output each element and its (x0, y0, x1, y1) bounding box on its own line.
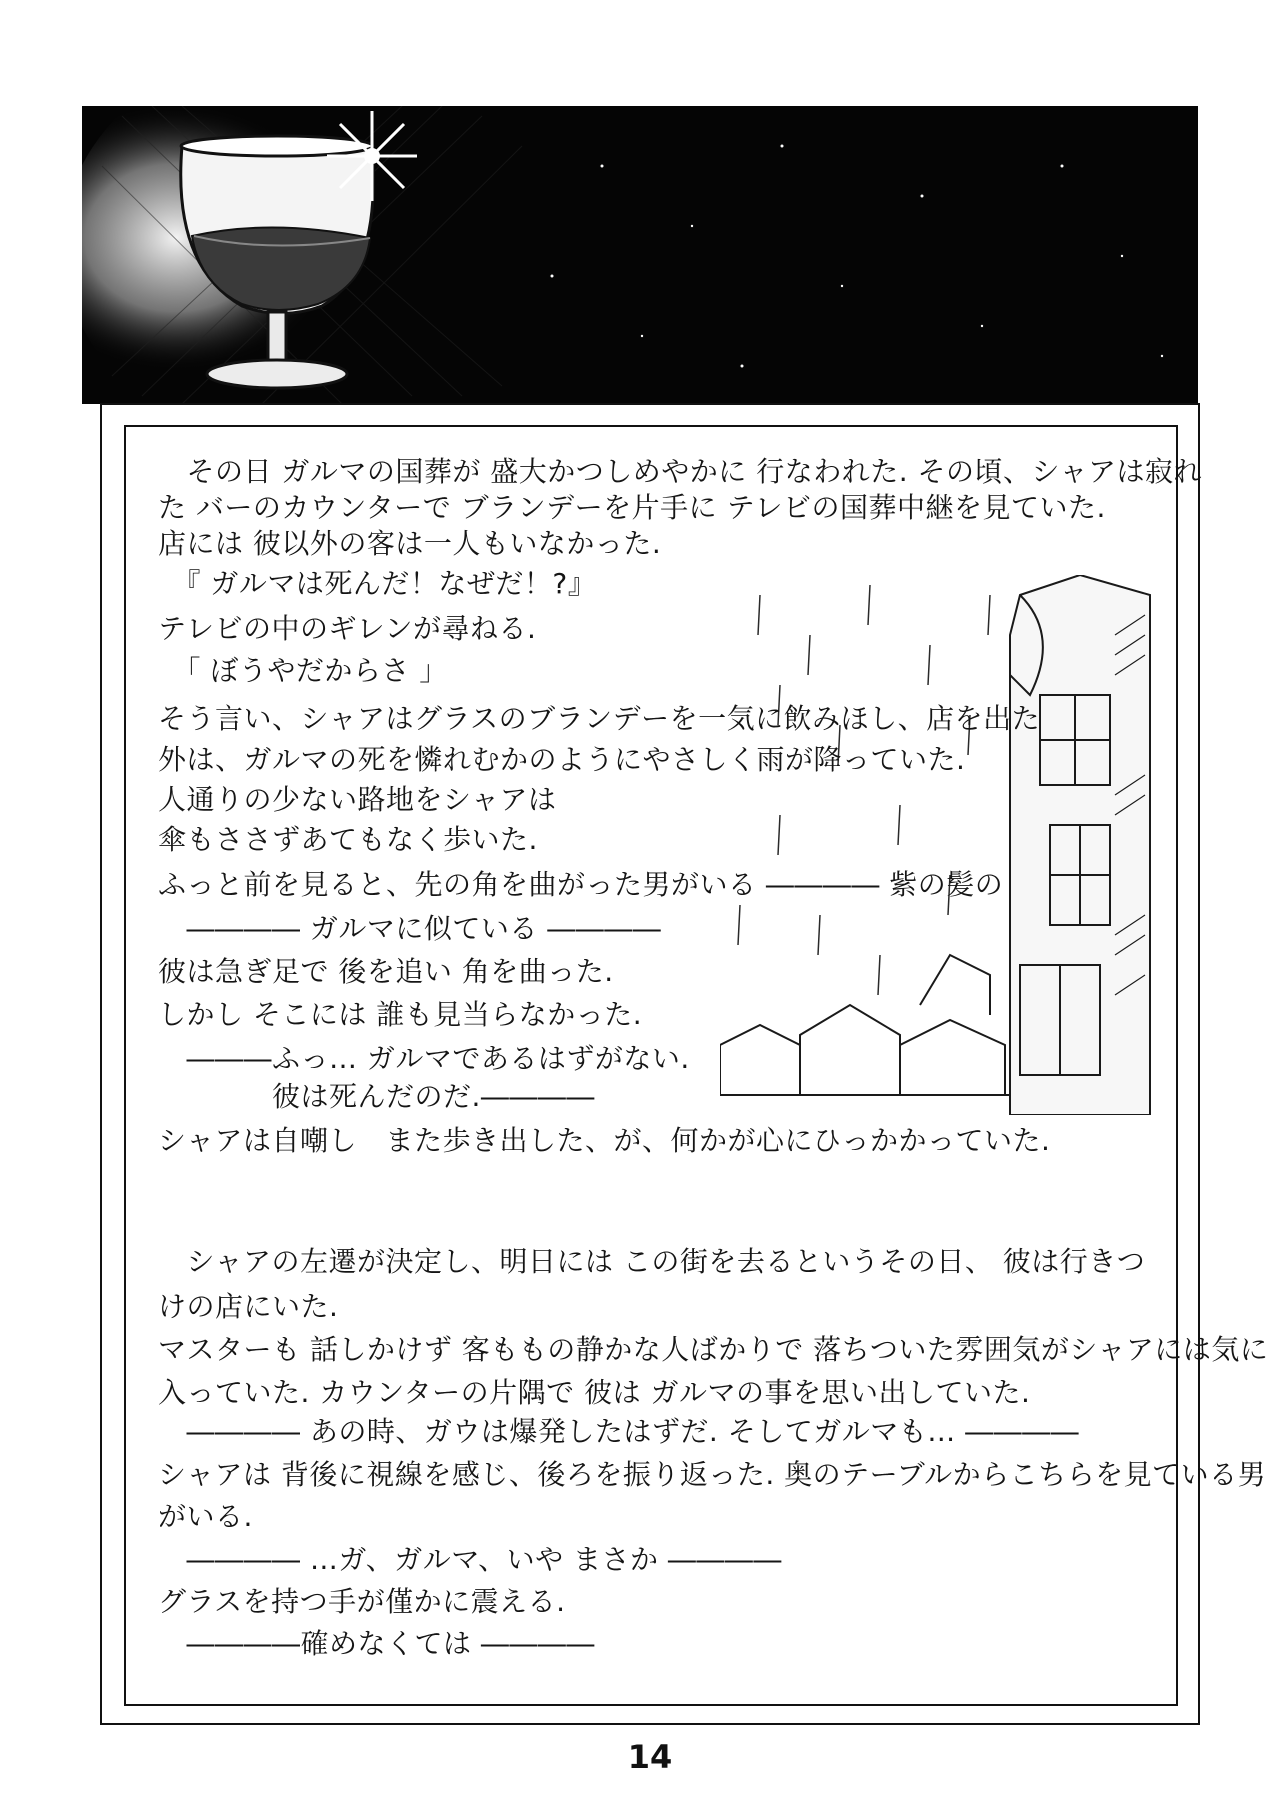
story-line: 店には 彼以外の客は一人もいなかった. (158, 527, 662, 560)
story-line: た バーのカウンターで ブランデーを片手に テレビの国葬中継を見ていた. (158, 491, 1106, 524)
story-line: シャアは 背後に視線を感じ、後ろを振り返った. 奥のテーブルからこちらを見ている男 (158, 1458, 1267, 1491)
story-line: ふっと前を見ると、先の角を曲がった男がいる ―――― 紫の髪の (158, 868, 1004, 901)
story-line: ―――― …ガ、ガルマ、いや まさか ―――― (158, 1543, 782, 1576)
story-line: テレビの中のギレンが尋ねる. (158, 612, 537, 645)
story-line: 彼は急ぎ足で 後を追い 角を曲った. (158, 955, 614, 988)
story-line: 「 ぼうやだからさ 」 (158, 654, 448, 687)
page-number: 14 (627, 1738, 673, 1776)
story-line: 彼は死んだのだ.―――― (158, 1080, 595, 1113)
header-illustration (82, 106, 1198, 404)
story-line: 外は、ガルマの死を憐れむかのようにやさしく雨が降っていた. (158, 743, 966, 776)
story-line: その日 ガルマの国葬が 盛大かつしめやかに 行なわれた. その頃、シャアは寂れ (158, 455, 1202, 488)
story-line: 入っていた. カウンターの片隅で 彼は ガルマの事を思い出していた. (158, 1376, 1031, 1409)
brandy-glass-illustration (82, 106, 1198, 404)
story-line: ―――― あの時、ガウは爆発したはずだ. そしてガルマも… ―――― (158, 1415, 1080, 1448)
story-line: ――――確めなくては ―――― (158, 1627, 595, 1660)
story-line: 『 ガルマは死んだ！なぜだ！?』 (158, 567, 597, 600)
story-line: グラスを持つ手が僅かに震える. (158, 1585, 566, 1618)
story-line: 人通りの少ない路地をシャアは (158, 783, 557, 816)
story-line: シャアは自嘲し また歩き出した、が、何かが心にひっかかっていた. (158, 1124, 1051, 1157)
story-line: ―――ふっ… ガルマであるはずがない. (158, 1042, 690, 1075)
story-line: 傘もささずあてもなく歩いた. (158, 823, 538, 856)
story-line: しかし そこには 誰も見当らなかった. (158, 998, 643, 1031)
story-line: そう言い、シャアはグラスのブランデーを一気に飲みほし、店を出た (158, 702, 1041, 735)
story-line: がいる. (158, 1500, 253, 1533)
story-line: けの店にいた. (158, 1290, 339, 1323)
story-line: シャアの左遷が決定し、明日には この街を去るというその日、 彼は行きつ (158, 1245, 1146, 1278)
story-line: マスターも 話しかけず 客ももの静かな人ばかりで 落ちついた雰囲気がシャアには気に (158, 1333, 1269, 1366)
story-line: ―――― ガルマに似ている ―――― (158, 912, 662, 945)
street-building-illustration (720, 575, 1160, 1115)
